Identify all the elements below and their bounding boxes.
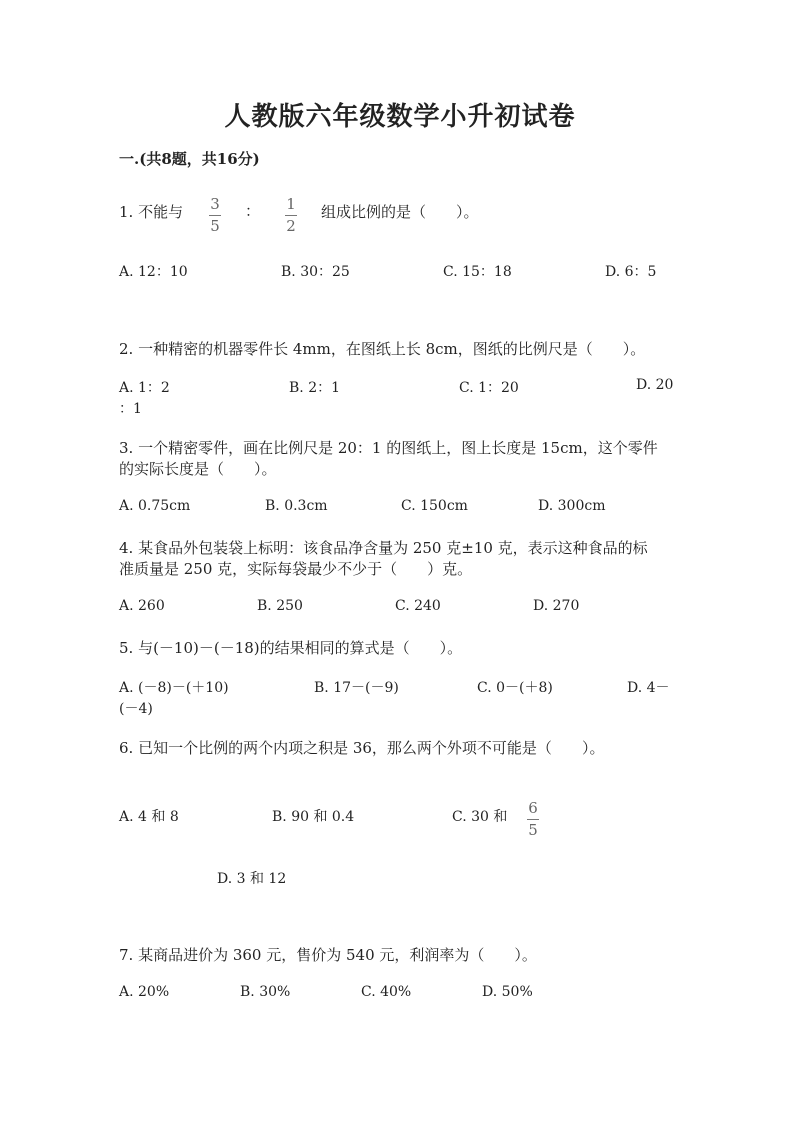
q6-option-d[interactable]: D. 3 和 12 <box>217 871 287 887</box>
fraction-bar <box>527 819 539 820</box>
question-1-suffix: 组成比例的是（ ）。 <box>321 203 479 221</box>
fraction-denominator: 5 <box>528 821 538 839</box>
q2-option-c[interactable]: C. 1：20 <box>459 380 519 396</box>
section-heading: 一.(共8题，共16分) <box>119 150 260 168</box>
question-4-line-1: 4. 某食品外包装袋上标明：该食品净含量为 250 克±10 克，表示这种食品的标 <box>119 539 648 557</box>
q2-option-b[interactable]: B. 2：1 <box>289 380 341 396</box>
fraction-1-2 <box>285 197 297 234</box>
q6-option-b[interactable]: B. 90 和 0.4 <box>272 809 355 825</box>
fraction-numerator: 6 <box>528 799 538 817</box>
question-4-line-2: 准质量是 250 克，实际每袋最少不少于（ ）克。 <box>119 560 473 578</box>
q3-option-b[interactable]: B. 0.3cm <box>265 498 328 514</box>
q1-option-a[interactable]: A. 12：10 <box>119 264 188 280</box>
q1-option-d[interactable]: D. 6：5 <box>605 264 657 280</box>
question-1-prefix: 1. 不能与 <box>119 203 184 221</box>
fraction-bar <box>209 215 221 216</box>
q4-option-b[interactable]: B. 250 <box>257 598 303 614</box>
q4-option-d[interactable]: D. 270 <box>533 598 580 614</box>
q1-option-b[interactable]: B. 30：25 <box>281 264 350 280</box>
q5-option-d-wrap: (－4) <box>119 701 153 717</box>
q5-option-d[interactable]: D. 4－ <box>627 680 670 696</box>
fraction-numerator: 1 <box>286 195 296 213</box>
question-6-text: 6. 已知一个比例的两个内项之积是 36，那么两个外项不可能是（ ）。 <box>119 739 605 757</box>
fraction-denominator: 5 <box>210 217 220 235</box>
q7-option-d[interactable]: D. 50% <box>482 984 533 1000</box>
q3-option-c[interactable]: C. 150cm <box>401 498 468 514</box>
question-7-text: 7. 某商品进价为 360 元，售价为 540 元，利润率为（ ）。 <box>119 946 537 964</box>
q7-option-c[interactable]: C. 40% <box>361 984 412 1000</box>
page-title: 人教版六年级数学小升初试卷 <box>224 102 576 132</box>
q5-option-b[interactable]: B. 17－(－9) <box>314 680 399 696</box>
q4-option-c[interactable]: C. 240 <box>395 598 441 614</box>
ratio-colon: ： <box>245 202 261 220</box>
fraction-denominator: 2 <box>286 217 296 235</box>
question-3-line-2: 的实际长度是（ ）。 <box>119 460 277 478</box>
q7-option-b[interactable]: B. 30% <box>240 984 291 1000</box>
q7-option-a[interactable]: A. 20% <box>119 984 170 1000</box>
q6-option-c[interactable]: C. 30 和 <box>452 809 508 825</box>
question-3-line-1: 3. 一个精密零件，画在比例尺是 20：1 的图纸上，图上长度是 15cm，这个零件 <box>119 439 658 457</box>
q3-option-a[interactable]: A. 0.75cm <box>119 498 191 514</box>
question-2-text: 2. 一种精密的机器零件长 4mm，在图纸上长 8cm，图纸的比例尺是（ ）。 <box>119 340 646 358</box>
q4-option-a[interactable]: A. 260 <box>119 598 165 614</box>
q2-option-a[interactable]: A. 1：2 <box>119 380 170 396</box>
q2-option-d[interactable]: D. 20 <box>636 377 674 393</box>
question-5-text: 5. 与(－10)－(－18)的结果相同的算式是（ ）。 <box>119 639 463 657</box>
fraction-numerator: 3 <box>210 195 220 213</box>
q3-option-d[interactable]: D. 300cm <box>538 498 606 514</box>
fraction-6-5 <box>527 801 539 838</box>
q5-option-c[interactable]: C. 0－(＋8) <box>477 680 553 696</box>
q6-option-a[interactable]: A. 4 和 8 <box>119 809 179 825</box>
q1-option-c[interactable]: C. 15：18 <box>443 264 512 280</box>
fraction-3-5 <box>209 197 221 234</box>
q5-option-a[interactable]: A. (－8)－(＋10) <box>119 680 229 696</box>
fraction-bar <box>285 215 297 216</box>
q2-option-d-wrap: ：1 <box>119 401 142 417</box>
